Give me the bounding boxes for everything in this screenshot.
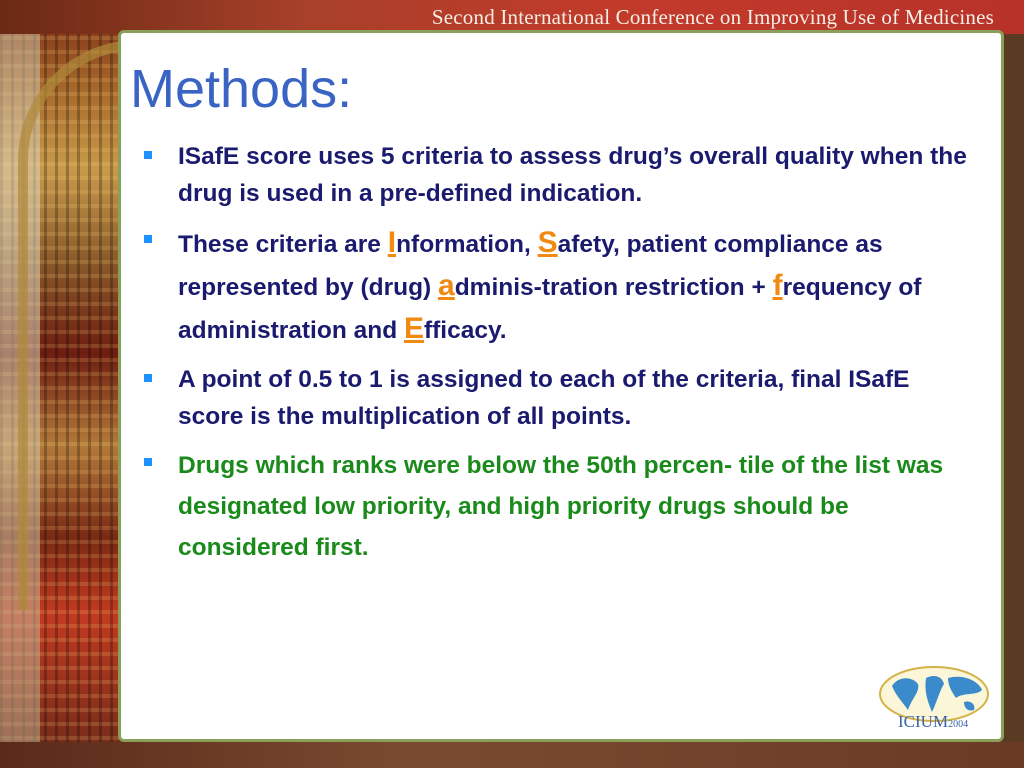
bullet-item — [140, 222, 970, 351]
conference-title: Second International Conference on Improving Use of Medicines — [431, 5, 994, 29]
bullet-marker-icon — [144, 374, 152, 382]
highlight-letter: I — [387, 226, 397, 259]
highlight-letter: E — [403, 312, 424, 345]
bullet-item — [140, 361, 970, 435]
bullet-text: requency of administration and — [178, 274, 922, 344]
logo-label — [898, 712, 968, 732]
bullet-text: These criteria are — [178, 231, 388, 258]
bullet-marker-icon — [144, 458, 152, 466]
temple-artwork — [0, 0, 130, 768]
logo-name: ICIUM — [898, 712, 949, 731]
bullet-text: A point of 0.5 to 1 is assigned to each of the criteria, final ISafE score is the multiplication of all points. — [178, 366, 910, 430]
highlight-letter: f — [772, 269, 783, 302]
bullet-item — [140, 138, 970, 212]
slide-title: Methods: — [130, 59, 353, 119]
bullet-text: fficacy. — [423, 317, 507, 344]
bullet-list — [140, 138, 970, 578]
header-band — [0, 0, 1024, 34]
bullet-text: afety, patient compliance as represented by (drug) — [178, 231, 883, 301]
bullet-text: ISafE score uses 5 criteria to assess drug’s overall quality when the drug is used in a pre-defined indication. — [178, 143, 967, 207]
bullet-text: nformation, — [396, 231, 538, 258]
bullet-marker-icon — [144, 235, 152, 243]
logo-year: 2004 — [948, 719, 969, 730]
highlight-letter: a — [438, 269, 455, 302]
bullet-marker-icon — [144, 151, 152, 159]
bullet-text: Drugs which ranks were below the 50th percen- tile of the list was designated low priority, and high priority drugs should be considered first. — [178, 452, 944, 561]
highlight-letter: S — [537, 226, 558, 259]
bullet-item — [140, 445, 970, 568]
bullet-text: dminis-tration restriction + — [454, 274, 773, 301]
footer-band — [0, 742, 1024, 768]
